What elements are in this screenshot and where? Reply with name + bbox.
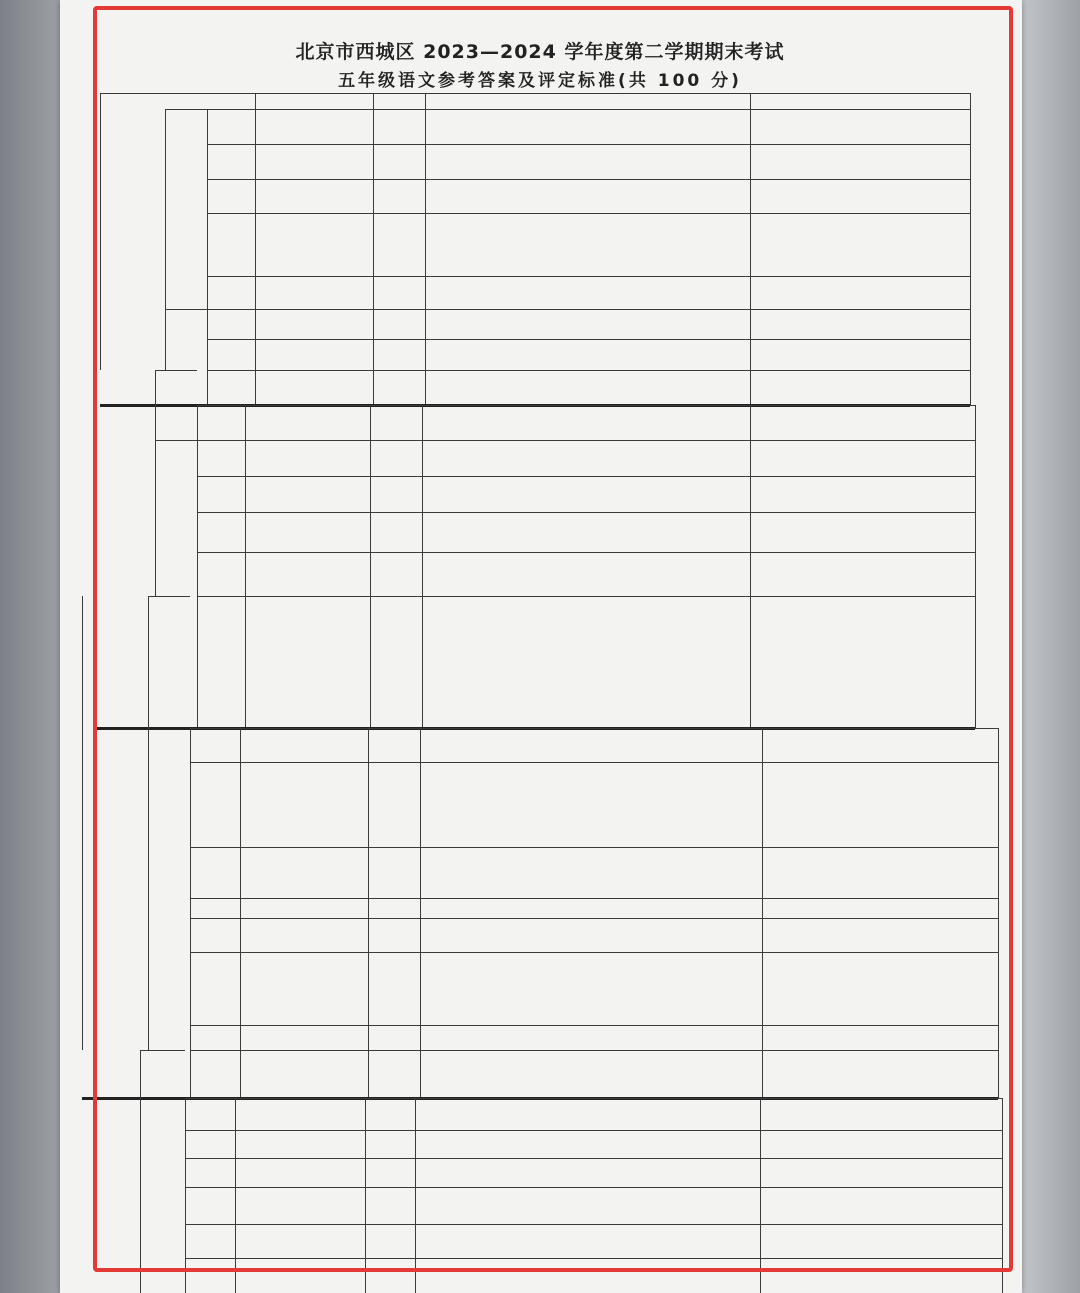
column-divider xyxy=(415,1187,416,1224)
column-divider xyxy=(365,1130,366,1158)
row-border xyxy=(207,213,970,214)
column-divider xyxy=(970,339,971,370)
column-divider xyxy=(760,1158,761,1187)
column-divider xyxy=(998,762,999,847)
situation-border xyxy=(165,309,207,310)
column-divider xyxy=(1002,1258,1003,1293)
column-divider xyxy=(420,847,421,898)
column-divider xyxy=(970,309,971,339)
column-divider xyxy=(998,1025,999,1050)
document-subtitle: 五年级语文参考答案及评定标准(共 100 分) xyxy=(338,71,742,91)
header-answer xyxy=(425,93,750,109)
column-divider xyxy=(235,1258,236,1293)
row-border xyxy=(197,405,975,406)
column-divider xyxy=(190,847,191,898)
column-divider xyxy=(975,440,976,476)
situation-border xyxy=(140,1050,185,1051)
column-divider xyxy=(425,370,426,405)
column-divider xyxy=(425,144,426,179)
column-divider xyxy=(1002,1224,1003,1258)
column-divider xyxy=(197,476,198,512)
row-border xyxy=(185,1098,1002,1099)
row-border xyxy=(185,1130,1002,1131)
column-divider xyxy=(1002,1187,1003,1224)
column-divider xyxy=(373,213,374,276)
row-border xyxy=(190,918,998,919)
column-divider xyxy=(245,476,246,512)
column-divider xyxy=(998,1050,999,1098)
column-divider xyxy=(420,762,421,847)
column-divider xyxy=(750,596,751,728)
header-divider xyxy=(100,93,101,109)
column-divider xyxy=(240,918,241,952)
column-divider xyxy=(255,339,256,370)
column-divider xyxy=(185,1158,186,1187)
column-divider xyxy=(255,370,256,405)
column-divider xyxy=(190,1050,191,1098)
column-divider xyxy=(760,1224,761,1258)
column-divider xyxy=(245,596,246,728)
column-divider xyxy=(245,512,246,552)
header-type xyxy=(255,93,373,109)
situation-left-border xyxy=(165,309,166,370)
column-divider xyxy=(197,440,198,476)
column-divider xyxy=(240,762,241,847)
column-divider xyxy=(207,276,208,309)
column-divider xyxy=(420,918,421,952)
column-divider xyxy=(207,179,208,213)
row-border xyxy=(197,596,975,597)
column-divider xyxy=(197,552,198,596)
header-divider xyxy=(255,93,256,109)
column-divider xyxy=(760,1130,761,1158)
column-divider xyxy=(998,952,999,1025)
column-divider xyxy=(422,405,423,440)
column-divider xyxy=(1002,1158,1003,1187)
column-divider xyxy=(373,179,374,213)
column-divider xyxy=(762,847,763,898)
row-border xyxy=(197,440,975,441)
column-divider xyxy=(190,728,191,762)
column-divider xyxy=(365,1098,366,1130)
column-divider xyxy=(425,179,426,213)
column-divider xyxy=(998,847,999,898)
column-divider xyxy=(368,847,369,898)
column-divider xyxy=(373,276,374,309)
column-divider xyxy=(975,405,976,440)
column-divider xyxy=(370,552,371,596)
column-divider xyxy=(190,918,191,952)
column-divider xyxy=(420,898,421,918)
column-divider xyxy=(235,1224,236,1258)
column-divider xyxy=(415,1158,416,1187)
column-divider xyxy=(970,144,971,179)
column-divider xyxy=(975,596,976,728)
row-border xyxy=(197,552,975,553)
column-divider xyxy=(760,1098,761,1130)
column-divider xyxy=(255,109,256,144)
column-divider xyxy=(368,1050,369,1098)
column-divider xyxy=(422,512,423,552)
row-border xyxy=(197,512,975,513)
situation-left-border xyxy=(155,440,156,596)
column-divider xyxy=(197,596,198,728)
column-divider xyxy=(370,476,371,512)
column-divider xyxy=(750,476,751,512)
row-border xyxy=(207,309,970,310)
row-border xyxy=(190,952,998,953)
column-divider xyxy=(235,1130,236,1158)
row-border xyxy=(190,762,998,763)
row-border xyxy=(185,1224,1002,1225)
column-divider xyxy=(370,440,371,476)
situation-left-border xyxy=(140,1050,141,1293)
column-divider xyxy=(240,728,241,762)
column-divider xyxy=(975,512,976,552)
row-border xyxy=(185,1158,1002,1159)
column-divider xyxy=(1002,1098,1003,1130)
column-divider xyxy=(255,144,256,179)
column-divider xyxy=(762,1025,763,1050)
column-divider xyxy=(373,109,374,144)
column-divider xyxy=(425,309,426,339)
row-border xyxy=(190,847,998,848)
column-divider xyxy=(422,552,423,596)
document-title: 北京市西城区 2023—2024 学年度第二学期期末考试 xyxy=(295,41,785,63)
column-divider xyxy=(368,728,369,762)
column-divider xyxy=(762,898,763,918)
column-divider xyxy=(425,276,426,309)
column-divider xyxy=(245,440,246,476)
part-left-border xyxy=(100,109,101,370)
column-divider xyxy=(420,952,421,1025)
row-border xyxy=(185,1187,1002,1188)
column-divider xyxy=(370,512,371,552)
column-divider xyxy=(970,179,971,213)
column-divider xyxy=(197,512,198,552)
column-divider xyxy=(373,309,374,339)
column-divider xyxy=(368,918,369,952)
column-divider xyxy=(185,1187,186,1224)
header-divider xyxy=(970,93,971,109)
column-divider xyxy=(368,898,369,918)
part-left-border xyxy=(95,370,96,596)
column-divider xyxy=(207,370,208,405)
column-divider xyxy=(760,1187,761,1224)
column-divider xyxy=(240,952,241,1025)
column-divider xyxy=(207,144,208,179)
column-divider xyxy=(240,847,241,898)
column-divider xyxy=(240,1050,241,1098)
situation-left-border xyxy=(155,370,156,440)
column-divider xyxy=(420,728,421,762)
row-border xyxy=(190,1025,998,1026)
column-divider xyxy=(760,1258,761,1293)
column-divider xyxy=(255,276,256,309)
column-divider xyxy=(370,405,371,440)
column-divider xyxy=(368,762,369,847)
column-divider xyxy=(365,1224,366,1258)
column-divider xyxy=(425,339,426,370)
column-divider xyxy=(190,898,191,918)
column-divider xyxy=(762,918,763,952)
row-border xyxy=(207,339,970,340)
column-divider xyxy=(750,440,751,476)
column-divider xyxy=(762,1050,763,1098)
column-divider xyxy=(255,179,256,213)
column-divider xyxy=(190,762,191,847)
header-num xyxy=(100,93,255,109)
column-divider xyxy=(415,1098,416,1130)
column-divider xyxy=(750,405,751,440)
column-divider xyxy=(235,1098,236,1130)
column-divider xyxy=(240,898,241,918)
column-divider xyxy=(245,405,246,440)
column-divider xyxy=(998,898,999,918)
column-divider xyxy=(185,1224,186,1258)
row-border xyxy=(190,728,998,729)
column-divider xyxy=(750,370,751,405)
column-divider xyxy=(425,213,426,276)
column-divider xyxy=(207,339,208,370)
column-divider xyxy=(245,552,246,596)
column-divider xyxy=(998,728,999,762)
column-divider xyxy=(970,213,971,276)
row-border xyxy=(207,179,970,180)
column-divider xyxy=(373,370,374,405)
header-score xyxy=(373,93,425,109)
column-divider xyxy=(975,552,976,596)
header-divider xyxy=(373,93,374,109)
situation-border xyxy=(155,370,197,371)
row-border xyxy=(207,144,970,145)
column-divider xyxy=(207,213,208,276)
column-divider xyxy=(762,952,763,1025)
column-divider xyxy=(255,213,256,276)
column-divider xyxy=(235,1187,236,1224)
row-border xyxy=(190,1050,998,1051)
column-divider xyxy=(422,596,423,728)
column-divider xyxy=(762,762,763,847)
column-divider xyxy=(750,512,751,552)
column-divider xyxy=(255,309,256,339)
column-divider xyxy=(425,109,426,144)
column-divider xyxy=(368,1025,369,1050)
situation-border xyxy=(155,440,197,441)
column-divider xyxy=(420,1050,421,1098)
column-divider xyxy=(373,339,374,370)
column-divider xyxy=(970,109,971,144)
situation-left-border xyxy=(165,109,166,309)
column-divider xyxy=(750,276,751,309)
column-divider xyxy=(415,1224,416,1258)
row-border xyxy=(185,1258,1002,1259)
part-left-border xyxy=(82,596,83,1050)
column-divider xyxy=(368,952,369,1025)
column-divider xyxy=(240,1025,241,1050)
column-divider xyxy=(207,309,208,339)
column-divider xyxy=(750,213,751,276)
situation-border xyxy=(148,596,190,597)
column-divider xyxy=(365,1158,366,1187)
column-divider xyxy=(970,370,971,405)
column-divider xyxy=(235,1158,236,1187)
column-divider xyxy=(190,1025,191,1050)
column-divider xyxy=(420,1025,421,1050)
column-divider xyxy=(365,1258,366,1293)
column-divider xyxy=(750,339,751,370)
header-criteria xyxy=(750,93,970,109)
column-divider xyxy=(185,1130,186,1158)
header-divider xyxy=(750,93,751,109)
column-divider xyxy=(370,596,371,728)
column-divider xyxy=(1002,1130,1003,1158)
column-divider xyxy=(970,276,971,309)
column-divider xyxy=(365,1187,366,1224)
column-divider xyxy=(422,476,423,512)
column-divider xyxy=(750,552,751,596)
column-divider xyxy=(207,109,208,144)
column-divider xyxy=(185,1098,186,1130)
column-divider xyxy=(762,728,763,762)
column-divider xyxy=(190,952,191,1025)
column-divider xyxy=(373,144,374,179)
column-divider xyxy=(750,109,751,144)
header-divider xyxy=(425,93,426,109)
column-divider xyxy=(185,1258,186,1293)
row-border xyxy=(207,370,970,371)
row-border xyxy=(190,898,998,899)
column-divider xyxy=(998,918,999,952)
column-divider xyxy=(750,179,751,213)
row-border xyxy=(197,476,975,477)
column-divider xyxy=(750,144,751,179)
row-border xyxy=(207,276,970,277)
column-divider xyxy=(415,1258,416,1293)
column-divider xyxy=(975,476,976,512)
row-border xyxy=(207,109,970,110)
column-divider xyxy=(197,405,198,440)
column-divider xyxy=(750,309,751,339)
situation-left-border xyxy=(148,596,149,1050)
column-divider xyxy=(415,1130,416,1158)
column-divider xyxy=(422,440,423,476)
situation-border xyxy=(165,109,207,110)
